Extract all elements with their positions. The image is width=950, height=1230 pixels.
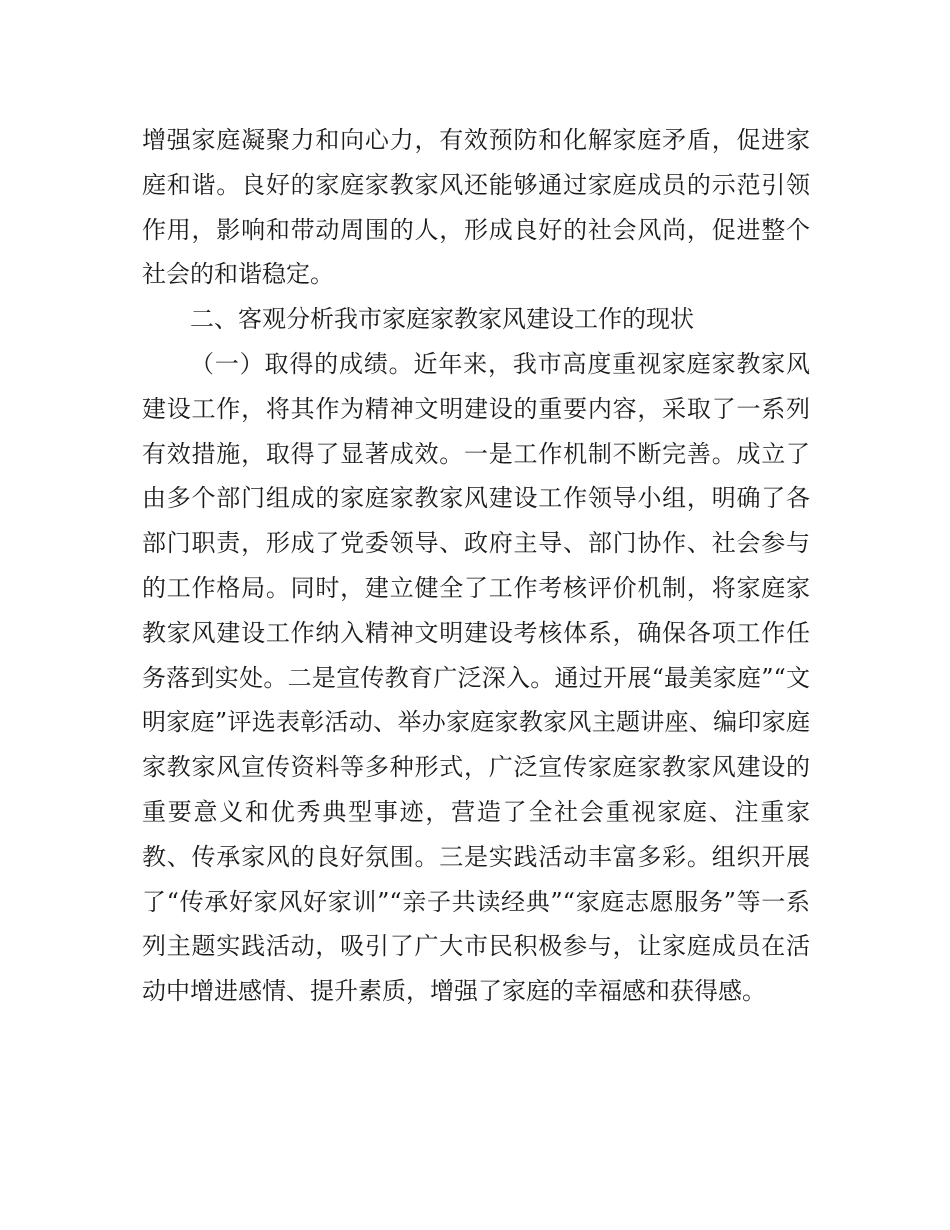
section-heading: 二、客观分析我市家庭家教家风建设工作的现状 [190, 305, 694, 334]
paragraph-continuation: 增强家庭凝聚力和向心力，有效预防和化解家庭矛盾，促进家庭和谐。良好的家庭家教家风还能够通过家庭成员的示范引领作用，影响和带动周围的人，形成良好的社会风尚，促进整个社会的和谐稳定。 [142, 126, 810, 289]
document-body [142, 118, 810, 1014]
paragraph-achievements: （一）取得的成绩。近年来，我市高度重视家庭家教家风建设工作，将其作为精神文明建设的重要内容，采取了一系列有效措施，取得了显著成效。一是工作机制不断完善。成立了由多个部门组成的家庭家教家风建设工作领导小组，明确了各部门职责，形成了党委领导、政府主导、部门协作、社会参与的工作格局。同时，建立健全了工作考核评价机制，将家庭家教家风建设工作纳入精神文明建设考核体系，确保各项工作任务落到实处。二是宣传教育广泛深入。通过开展“最美家庭”“文明家庭”评选表彰活动、举办家庭家教家风主题讲座、编印家庭家教家风宣传资料等多种形式，广泛宣传家庭家教家风建设的重要意义和优秀典型事迹，营造了全社会重视家庭、注重家教、传承家风的良好氛围。三是实践活动丰富多彩。组织开展了“传承好家风好家训”“亲子共读经典”“家庭志愿服务”等一系列主题实践活动，吸引了广大市民积极参与，让家庭成员在活动中增进感情、提升素质，增强了家庭的幸福感和获得感。 [142, 349, 810, 1006]
